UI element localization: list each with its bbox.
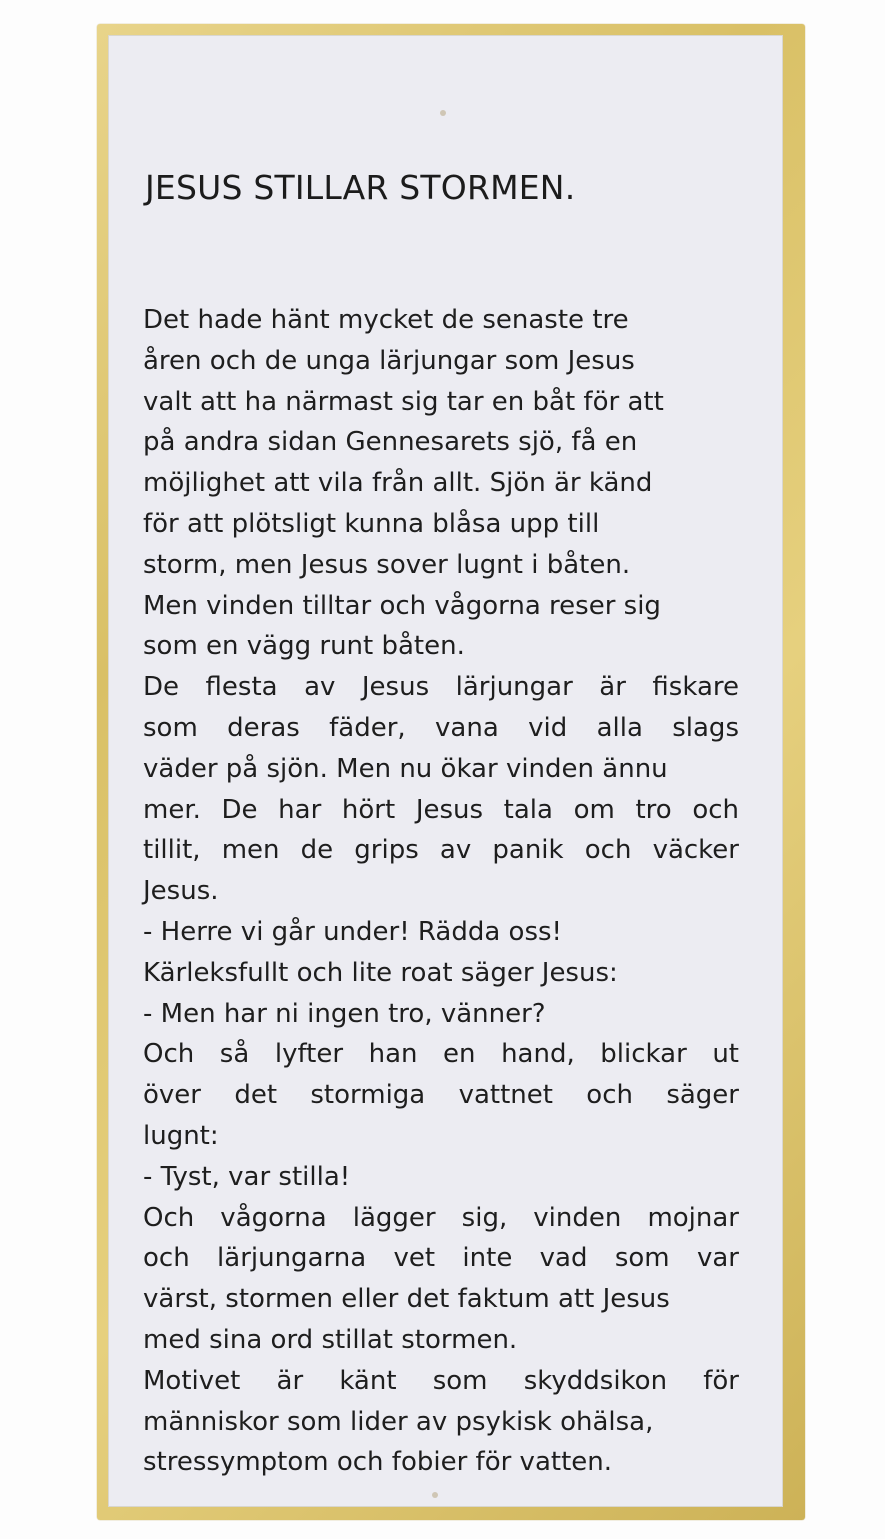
body-line: storm, men Jesus sover lugnt i båten. [143,549,631,580]
body-line: åren och de unga lärjungar som Jesus [143,345,635,376]
body-line: för att plötsligt kunna blåsa upp till [143,508,600,539]
body-line: människor som lider av psykisk ohälsa, [143,1406,654,1437]
body-line: - Tyst, var stilla! [143,1161,351,1192]
body-line: Kärleksfullt och lite roat säger Jesus: [143,957,618,988]
body-line: valt att ha närmast sig tar en båt för att [143,386,664,417]
body-line: som en vägg runt båten. [143,631,465,662]
body-line: möjlighet att vila från allt. Sjön är känd [143,468,653,499]
body-line: och lärjungarna vet inte vad som var [143,1243,739,1274]
body-line: Och vågorna lägger sig, vinden mojnar [143,1202,739,1233]
card-body [143,300,739,1483]
pin-hole-top [440,110,446,116]
body-line: som deras fäder, vana vid alla slags [143,712,739,743]
card-title: JESUS STILLAR STORMEN. [145,168,576,207]
body-line: över det stormiga vattnet och säger [143,1080,739,1111]
body-line: lugnt: [143,1120,219,1151]
body-line: stressymptom och fobier för vatten. [143,1447,613,1478]
body-line: Det hade hänt mycket de senaste tre [143,305,629,335]
body-line: med sina ord stillat stormen. [143,1324,518,1355]
body-line: värst, stormen eller det faktum att Jesus [143,1284,670,1315]
body-line: - Herre vi går under! Rädda oss! [143,916,562,947]
body-line: - Men har ni ingen tro, vänner? [143,998,546,1029]
body-line: mer. De har hört Jesus tala om tro och [143,794,739,825]
body-line: De flesta av Jesus lärjungar är fiskare [143,672,739,703]
body-line: tillit, men de grips av panik och väcker [143,835,739,866]
body-line: på andra sidan Gennesarets sjö, få en [143,427,638,458]
body-line: Och så lyfter han en hand, blickar ut [143,1039,739,1070]
body-line: Men vinden tilltar och vågorna reser sig [143,590,661,621]
body-line: Motivet är känt som skyddsikon för [143,1365,739,1396]
body-line: väder på sjön. Men nu ökar vinden ännu [143,753,668,784]
pin-hole-bottom [432,1492,438,1498]
body-line: Jesus. [143,876,219,907]
